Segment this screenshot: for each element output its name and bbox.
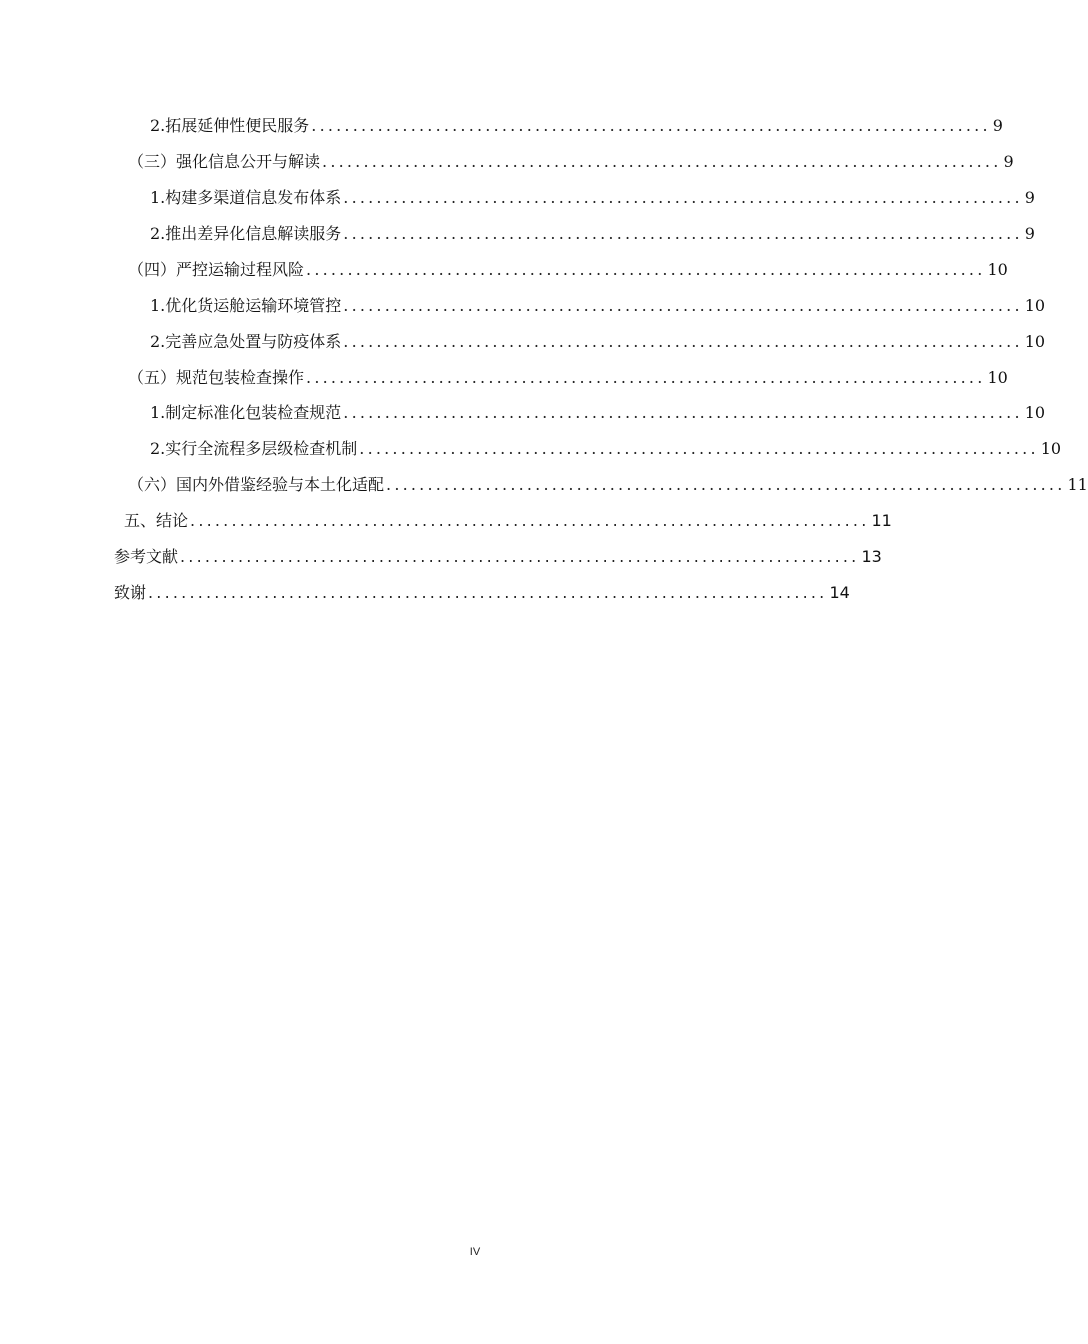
toc-entry[interactable]: [128, 473, 1088, 497]
toc-entry[interactable]: [128, 366, 1008, 390]
toc-page-number: 11: [871, 511, 892, 530]
toc-dot-leader: ..................................................................................: [343, 403, 1023, 422]
toc-entry[interactable]: [114, 545, 882, 569]
toc-page-number: 9: [1024, 224, 1035, 243]
toc-entry[interactable]: [128, 150, 1014, 174]
toc-entry-title: 严控运输过程风险: [176, 260, 305, 279]
toc-entry-title: 结论: [156, 511, 189, 530]
toc-dot-leader: ..................................................................................: [386, 475, 1066, 494]
toc-entry[interactable]: [150, 186, 1035, 210]
toc-page-number: 9: [1003, 152, 1014, 171]
toc-entry-title: 构建多渠道信息发布体系: [165, 188, 342, 207]
toc-page-number: 13: [861, 547, 882, 566]
toc-entry[interactable]: [150, 114, 1003, 138]
toc-entry-number: 1.: [150, 403, 166, 422]
toc-page-number: 10: [987, 260, 1008, 279]
toc-entry-title: 完善应急处置与防疫体系: [165, 332, 342, 351]
toc-entry-number: 五、: [124, 511, 157, 530]
toc-dot-leader: ..................................................................................: [311, 116, 991, 135]
toc-entry[interactable]: [150, 222, 1035, 246]
toc-entry[interactable]: [150, 437, 1062, 461]
toc-dot-leader: ..................................................................................: [180, 547, 860, 566]
toc-dot-leader: ..................................................................................: [306, 260, 986, 279]
toc-page-number: 11: [1067, 475, 1088, 494]
toc-entry-title: 参考文献: [114, 547, 179, 566]
toc-entry[interactable]: [124, 509, 892, 533]
toc-entry-title: 推出差异化信息解读服务: [165, 224, 342, 243]
toc-entry-title: 国内外借鉴经验与本土化适配: [176, 475, 385, 494]
toc-entry-number: 2.: [150, 439, 166, 458]
toc-dot-leader: ..................................................................................: [343, 332, 1023, 351]
toc-dot-leader: ..................................................................................: [322, 152, 1002, 171]
toc-dot-leader: ..................................................................................: [190, 511, 870, 530]
toc-entry-title: 规范包装检查操作: [176, 368, 305, 387]
toc-page-number: 10: [1024, 403, 1046, 422]
page-footer-number: IV: [469, 1246, 481, 1258]
toc-entry[interactable]: [114, 581, 850, 605]
toc-entry-number: 1.: [150, 188, 166, 207]
toc-page-number: 9: [1024, 188, 1035, 207]
toc-entry-title: 实行全流程多层级检查机制: [165, 439, 358, 458]
toc-entry[interactable]: [150, 401, 1046, 425]
toc-dot-leader: ..................................................................................: [343, 188, 1023, 207]
toc-entry-number: 1.: [150, 296, 166, 315]
toc-entry-title: 优化货运舱运输环境管控: [165, 296, 342, 315]
toc-dot-leader: ..................................................................................: [343, 296, 1023, 315]
toc-entry-number: （六）: [128, 475, 177, 494]
toc-entry-number: 2.: [150, 116, 166, 135]
toc-entry-number: （三）: [128, 152, 177, 171]
toc-entry-number: （五）: [128, 368, 177, 387]
toc-page-number: 10: [1040, 439, 1062, 458]
toc-entry-number: （四）: [128, 260, 177, 279]
toc-page-number: 9: [992, 116, 1003, 135]
toc-entry[interactable]: [150, 294, 1046, 318]
toc-page-number: 10: [987, 368, 1008, 387]
toc-entry-title: 强化信息公开与解读: [176, 152, 321, 171]
toc-page-number: 10: [1024, 332, 1046, 351]
toc-entry-number: 2.: [150, 224, 166, 243]
toc-entry[interactable]: [150, 330, 1046, 354]
toc-dot-leader: ..................................................................................: [306, 368, 986, 387]
toc-dot-leader: ..................................................................................: [343, 224, 1023, 243]
toc-page-number: 10: [1024, 296, 1046, 315]
toc-entry-title: 制定标准化包装检查规范: [165, 403, 342, 422]
toc-entry-title: 致谢: [114, 583, 147, 602]
toc-page-number: 14: [829, 583, 850, 602]
toc-entry-number: 2.: [150, 332, 166, 351]
toc-entry-title: 拓展延伸性便民服务: [165, 116, 310, 135]
toc-dot-leader: ..................................................................................: [148, 583, 828, 602]
toc-dot-leader: ..................................................................................: [359, 439, 1039, 458]
toc-entry[interactable]: [128, 258, 1008, 282]
